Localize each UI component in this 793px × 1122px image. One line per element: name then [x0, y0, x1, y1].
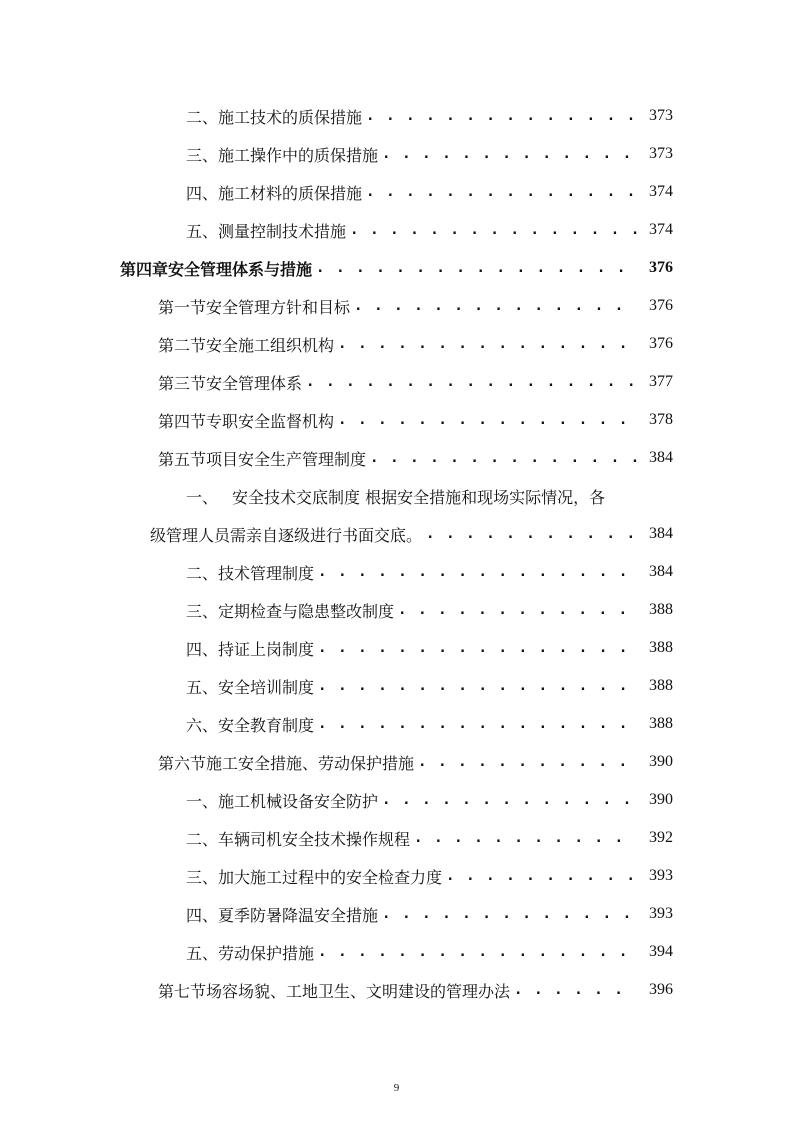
toc-leader-dots	[318, 678, 637, 694]
toc-entry[interactable]	[0, 857, 793, 895]
toc-leader-dots	[414, 830, 637, 846]
toc-leader-dots	[370, 450, 637, 466]
toc-leader-dots	[316, 260, 637, 276]
toc-entry-number: 三、	[186, 601, 219, 621]
toc-entry-title: 施工机械设备安全防护	[218, 791, 379, 811]
toc-leader-dots	[354, 298, 637, 314]
toc-entry[interactable]	[0, 477, 793, 515]
toc-entry-number: 第一节	[158, 297, 207, 317]
toc-entry-page: 394	[649, 943, 673, 960]
toc-entry-title: 安全管理方针和目标	[206, 297, 351, 317]
toc-leader-dots	[366, 108, 637, 124]
toc-entry-title: 持证上岗制度	[218, 639, 315, 659]
page-number: 9	[393, 1082, 400, 1094]
toc-entry[interactable]	[0, 591, 793, 629]
toc-entry-number: 三、	[186, 867, 219, 887]
toc-entry-title: 安全管理体系与措施	[168, 259, 313, 279]
toc-entry[interactable]	[0, 781, 793, 819]
toc-entry-page: 373	[649, 107, 673, 124]
toc-leader-dots	[318, 564, 637, 580]
toc-entry[interactable]	[0, 97, 793, 135]
toc-entry-page: 393	[649, 905, 673, 922]
toc-entry-page: 376	[649, 259, 673, 276]
toc-entry-number: 一、	[186, 487, 219, 507]
toc-entry-page: 396	[649, 981, 673, 998]
toc-entry-title: 项目安全生产管理制度	[206, 449, 367, 469]
toc-entry-number: 第四节	[158, 411, 207, 431]
toc-entry-number: 第七节	[158, 981, 207, 1001]
toc-entry-title: 施工材料的质保措施	[218, 183, 363, 203]
toc-section-entry[interactable]	[0, 287, 793, 325]
toc-section-entry[interactable]	[0, 325, 793, 363]
toc-section-entry[interactable]	[0, 743, 793, 781]
toc-entry-title: 施工技术的质保措施	[218, 107, 363, 127]
toc-leader-dots	[382, 792, 637, 808]
toc-entry-title: 安全管理体系	[206, 373, 303, 393]
toc-entry-number: 四、	[186, 183, 219, 203]
toc-entry[interactable]	[0, 553, 793, 591]
toc-entry-title: 安全教育制度	[218, 715, 315, 735]
toc-entry-title: 施工安全措施、劳动保护措施	[206, 753, 415, 773]
toc-entry[interactable]	[0, 705, 793, 743]
toc-entry-page: 376	[649, 297, 673, 314]
toc-leader-dots	[338, 412, 637, 428]
toc-leader-dots	[382, 906, 637, 922]
toc-entry-page: 384	[649, 563, 673, 580]
toc-entry-number: 五、	[186, 677, 219, 697]
toc-section-entry[interactable]	[0, 971, 793, 1009]
toc-entry-title-continued: 级管理人员需亲自逐级进行书面交底。	[150, 525, 423, 545]
toc-entry-page: 388	[649, 601, 673, 618]
toc-entry-title: 测量控制技术措施	[218, 221, 347, 241]
toc-leader-dots	[446, 868, 637, 884]
toc-entry-number: 三、	[186, 145, 219, 165]
toc-entry-title: 夏季防暑降温安全措施	[218, 905, 379, 925]
toc-leader-dots	[318, 640, 637, 656]
toc-entry[interactable]	[0, 819, 793, 857]
toc-entry[interactable]	[0, 629, 793, 667]
toc-entry-number: 一、	[186, 791, 219, 811]
toc-entry-page: 377	[649, 373, 673, 390]
toc-entry-page: 384	[649, 525, 673, 542]
toc-leader-dots	[318, 944, 637, 960]
toc-entry-number: 四、	[186, 905, 219, 925]
toc-entry-title: 安全施工组织机构	[206, 335, 335, 355]
toc-entry-continuation[interactable]	[0, 515, 793, 553]
toc-entry-title: 场容场貌、工地卫生、文明建设的管理办法	[206, 981, 511, 1001]
toc-entry[interactable]	[0, 933, 793, 971]
toc-entry-title: 技术管理制度	[218, 563, 315, 583]
toc-leader-dots	[306, 374, 637, 390]
toc-section-entry[interactable]	[0, 363, 793, 401]
toc-entry-page: 390	[649, 791, 673, 808]
toc-leader-dots	[350, 222, 637, 238]
toc-entry-title: 车辆司机安全技术操作规程	[218, 829, 411, 849]
toc-entry-title: 施工操作中的质保措施	[218, 145, 379, 165]
toc-entry-number: 第二节	[158, 335, 207, 355]
toc-leader-dots	[366, 184, 637, 200]
toc-entry-page: 392	[649, 829, 673, 846]
toc-entry-number: 五、	[186, 221, 219, 241]
toc-section-entry[interactable]	[0, 439, 793, 477]
toc-entry-page: 374	[649, 183, 673, 200]
toc-entry[interactable]	[0, 173, 793, 211]
toc-entry[interactable]	[0, 135, 793, 173]
toc-entry-page: 388	[649, 639, 673, 656]
toc-entry-title: 安全培训制度	[218, 677, 315, 697]
toc-entry-title: 加大施工过程中的安全检查力度	[218, 867, 443, 887]
toc-leader-dots	[382, 146, 637, 162]
toc-entry-number: 第三节	[158, 373, 207, 393]
toc-leader-dots	[318, 716, 637, 732]
toc-entry-number: 二、	[186, 107, 219, 127]
toc-entry-number: 六、	[186, 715, 219, 735]
toc-entry-number: 二、	[186, 829, 219, 849]
toc-entry-number: 第五节	[158, 449, 207, 469]
toc-entry-title: 安全技术交底制度 根据安全措施和现场实际情况，各	[232, 487, 606, 507]
toc-leader-dots	[398, 602, 637, 618]
toc-entry[interactable]	[0, 211, 793, 249]
toc-entry-number: 二、	[186, 563, 219, 583]
toc-entry-number: 五、	[186, 943, 219, 963]
toc-entry-page: 374	[649, 221, 673, 238]
toc-entry-page: 384	[649, 449, 673, 466]
toc-entry-page: 388	[649, 715, 673, 732]
toc-leader-dots	[426, 526, 637, 542]
toc-entry-page: 393	[649, 867, 673, 884]
toc-section-entry[interactable]	[0, 401, 793, 439]
toc-chapter-entry[interactable]	[0, 249, 793, 287]
toc-entry-page: 373	[649, 145, 673, 162]
toc-entry-title: 劳动保护措施	[218, 943, 315, 963]
toc-entry-page: 376	[649, 335, 673, 352]
toc-entry-page: 388	[649, 677, 673, 694]
toc-entry-page: 378	[649, 411, 673, 428]
table-of-contents	[0, 97, 793, 1009]
toc-entry-number: 第四章	[120, 259, 169, 279]
toc-leader-dots	[418, 754, 637, 770]
toc-entry-page: 390	[649, 753, 673, 770]
toc-entry-title: 专职安全监督机构	[206, 411, 335, 431]
toc-leader-dots	[338, 336, 637, 352]
toc-entry-number: 第六节	[158, 753, 207, 773]
toc-entry[interactable]	[0, 667, 793, 705]
toc-entry-number: 四、	[186, 639, 219, 659]
toc-entry[interactable]	[0, 895, 793, 933]
toc-entry-title: 定期检查与隐患整改制度	[218, 601, 395, 621]
toc-leader-dots	[514, 982, 637, 998]
